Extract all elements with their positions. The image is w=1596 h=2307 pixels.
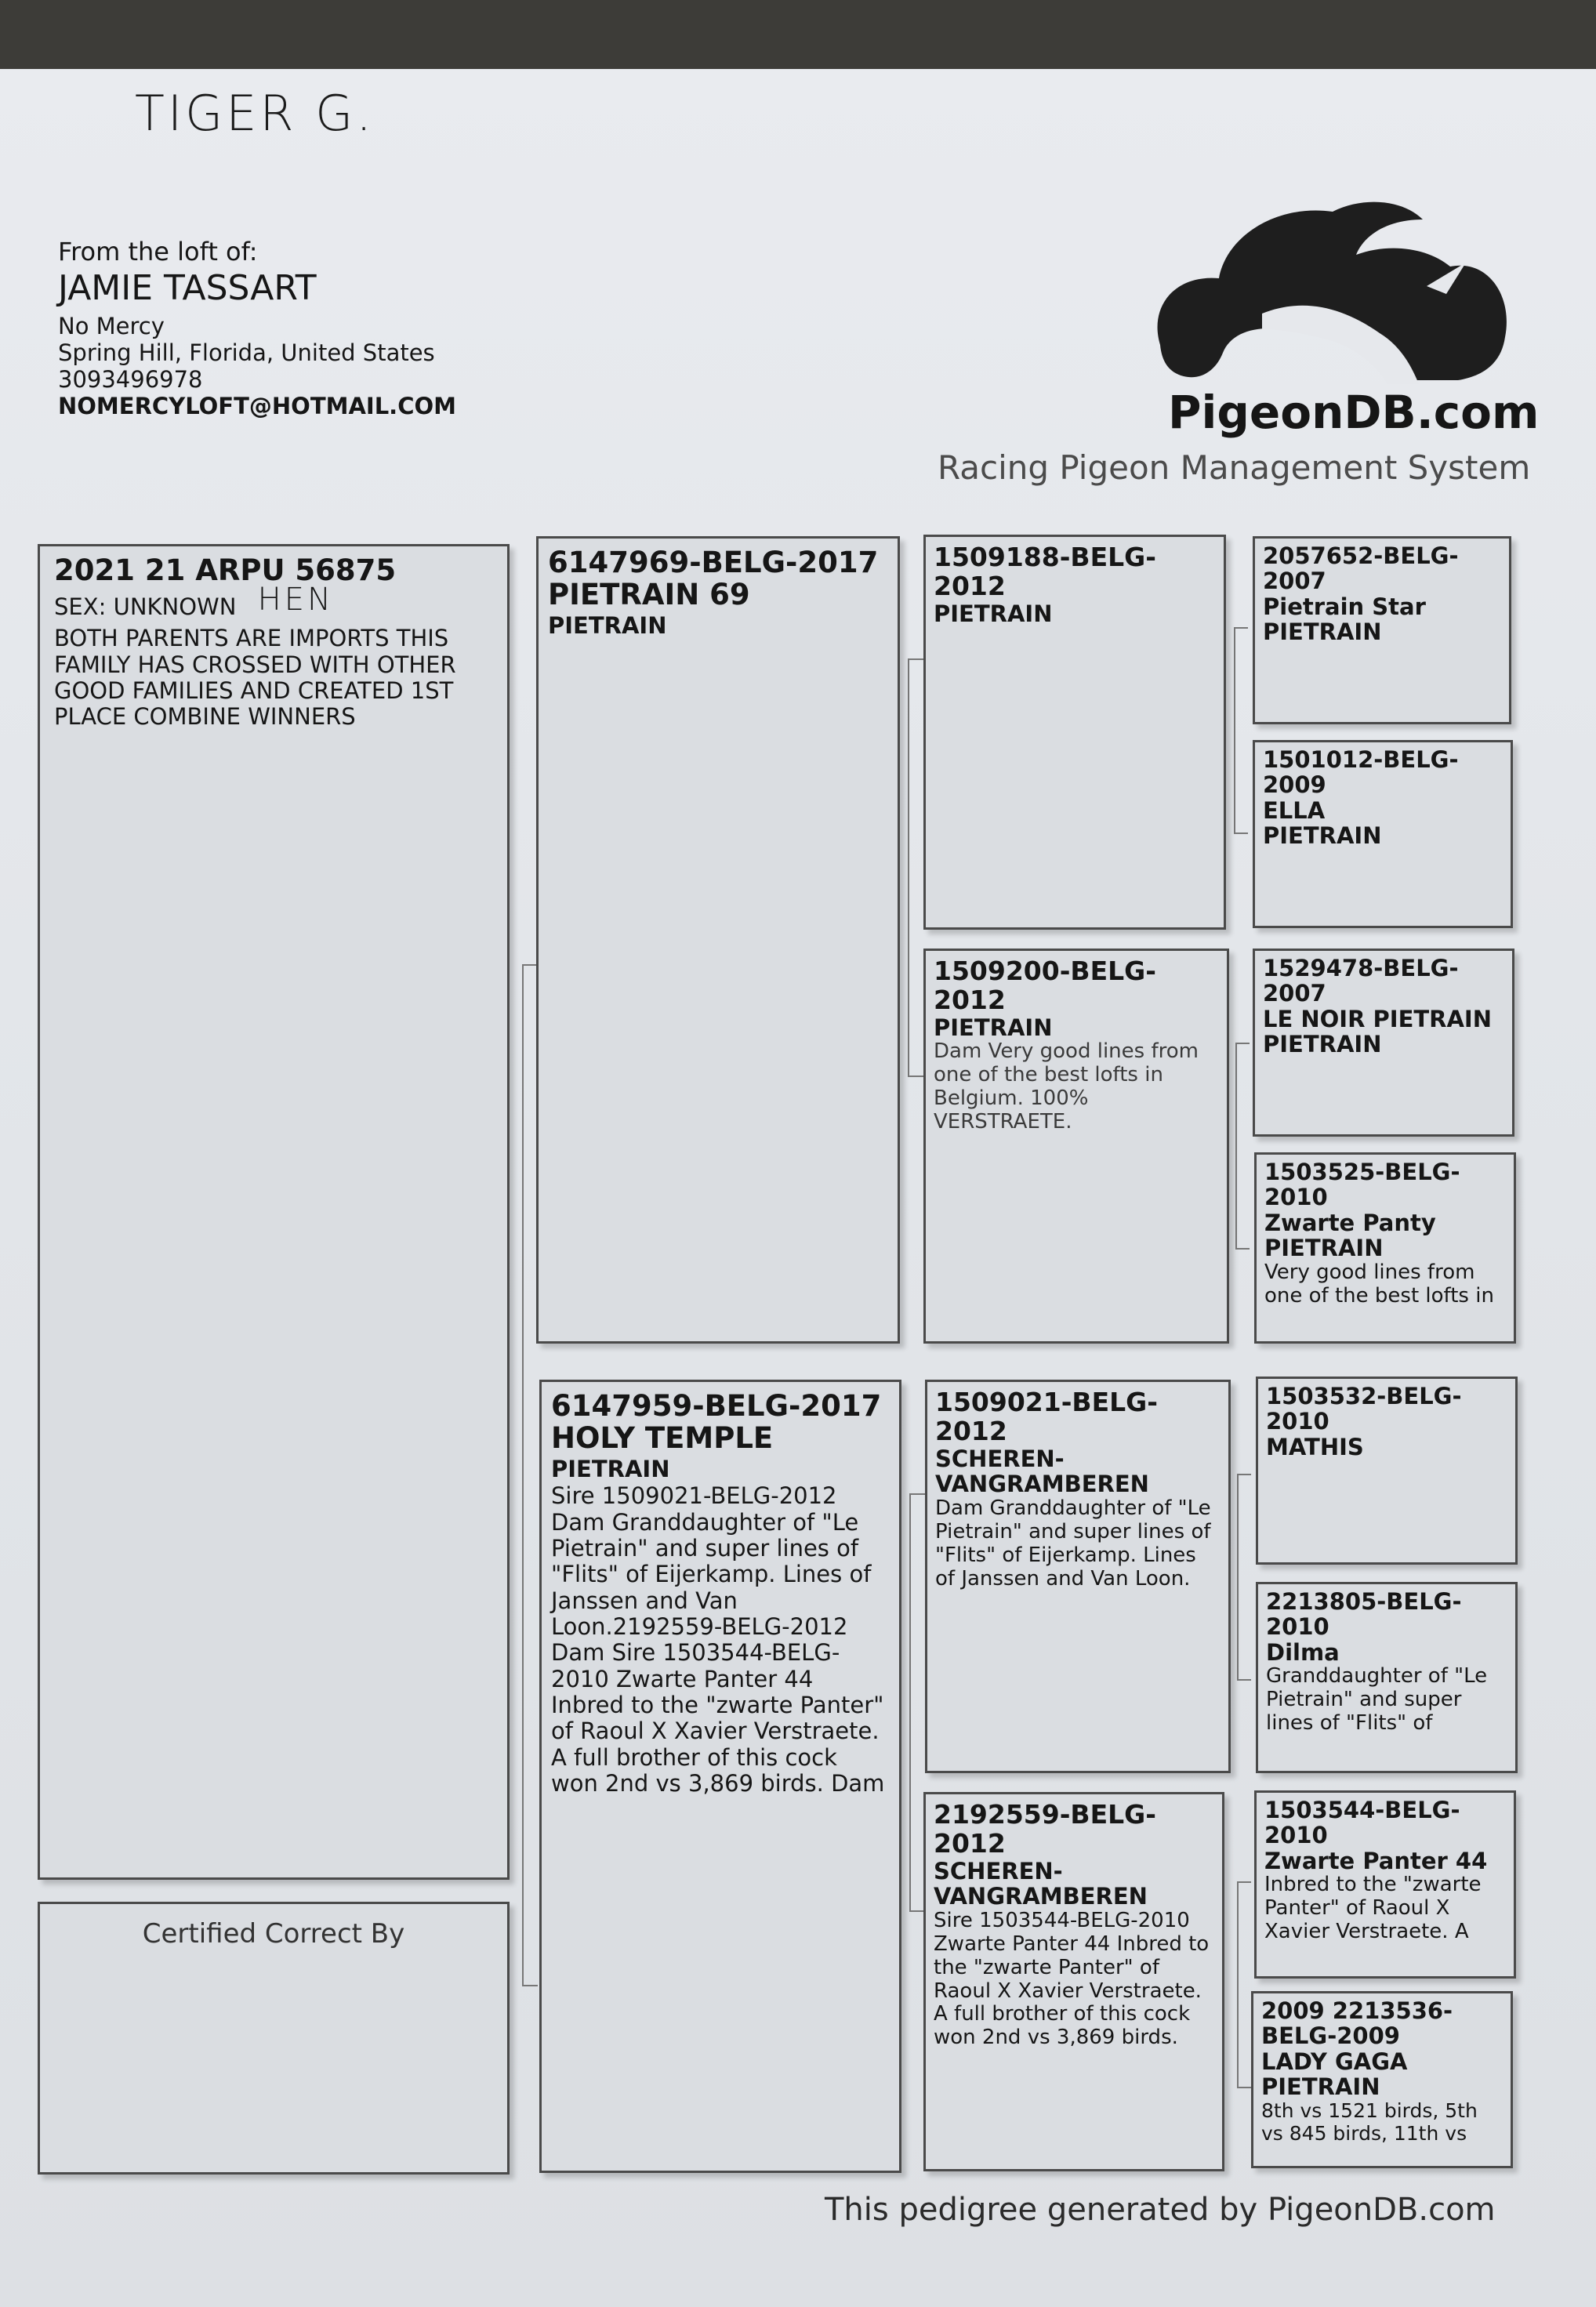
subject-notes: BOTH PARENTS ARE IMPORTS THIS FAMILY HAS CROSSED WITH OTHER GOOD FAMILIES AND CREATED 1ST PLACE COMBINE WINNERS — [54, 625, 456, 731]
ggp-name: LE NOIR PIETRAIN — [1263, 1005, 1492, 1032]
loft-phone: 3093496978 — [58, 366, 203, 393]
connector-dam — [909, 1493, 925, 1912]
ggp-name: LADY GAGA — [1261, 2048, 1408, 2075]
connector-sire — [908, 658, 923, 1077]
dam-strain: PIETRAIN — [551, 1455, 670, 1482]
brand-name: PigeonDB.com — [1168, 386, 1540, 439]
great-grandparent-card — [1253, 949, 1514, 1137]
ggp-ring: 2213805-BELG-2010 — [1266, 1588, 1462, 1641]
great-grandparent-card — [1254, 1152, 1516, 1344]
loft-location: Spring Hill, Florida, United States — [58, 339, 435, 366]
ggp-name: Zwarte Panter 44 — [1264, 1847, 1488, 1874]
grandparent-card — [923, 1792, 1224, 2171]
ggp-ring: 1503532-BELG-2010 — [1266, 1383, 1462, 1435]
gp-strain: PIETRAIN — [934, 600, 1053, 627]
connector-gp4 — [1237, 1881, 1251, 2088]
sire-name: PIETRAIN 69 — [548, 578, 750, 612]
great-grandparent-card — [1253, 536, 1511, 724]
certified-card — [38, 1902, 510, 2175]
loft-name: No Mercy — [58, 313, 165, 339]
ggp-notes: 8th vs 1521 birds, 5th vs 845 birds, 11th vs — [1261, 2098, 1478, 2145]
grandparent-card — [923, 949, 1229, 1344]
ggp-notes: Inbred to the "zwarte Panter" of Raoul X Xavier Verstraete. A — [1264, 1873, 1482, 1944]
certified-label: Certified Correct By — [142, 1918, 405, 1950]
dam-ring: 6147959-BELG-2017 — [551, 1389, 882, 1423]
footer-text: This pedigree generated by PigeonDB.com — [825, 2192, 1496, 2228]
grandparent-card — [923, 535, 1226, 930]
gp-name: SCHEREN-VANGRAMBEREN — [935, 1445, 1149, 1498]
ggp-name: ELLA — [1263, 796, 1326, 824]
grandparent-card — [925, 1380, 1231, 1773]
great-grandparent-card — [1254, 1790, 1516, 1979]
gp-ring: 1509200-BELG-2012 — [934, 956, 1156, 1015]
ggp-ring: 2057652-BELG-2007 — [1263, 542, 1459, 595]
connector-gp1 — [1234, 627, 1248, 834]
great-grandparent-card — [1251, 1991, 1513, 2168]
ggp-ring: 2009 2213536-BELG-2009 — [1261, 1997, 1453, 2050]
gp-name: SCHEREN-VANGRAMBEREN — [934, 1857, 1148, 1910]
great-grandparent-card — [1256, 1377, 1518, 1565]
ggp-ring: 1503544-BELG-2010 — [1264, 1797, 1460, 1849]
gp-ring: 2192559-BELG-2012 — [934, 1799, 1156, 1859]
loft-email: NOMERCYLOFT@HOTMAIL.COM — [58, 393, 456, 419]
ggp-ring: 1529478-BELG-2007 — [1263, 955, 1459, 1007]
dam-name: HOLY TEMPLE — [551, 1421, 774, 1456]
ggp-ring: 1501012-BELG-2009 — [1263, 746, 1459, 799]
gp-strain: PIETRAIN — [934, 1014, 1053, 1041]
ggp-ring: 1503525-BELG-2010 — [1264, 1159, 1460, 1211]
pigeondb-logo-icon — [1152, 188, 1513, 388]
ggp-notes: Granddaughter of "Le Pietrain" and super lines of "Flits" of — [1266, 1664, 1488, 1736]
ggp-strain: PIETRAIN — [1261, 2073, 1380, 2101]
gp-ring: 1509021-BELG-2012 — [935, 1387, 1158, 1446]
subject-card — [38, 544, 510, 1880]
loft-owner: JAMIE TASSART — [58, 268, 317, 308]
sire-strain: PIETRAIN — [548, 611, 667, 639]
ggp-notes: Very good lines from one of the best lofts in — [1264, 1260, 1494, 1308]
connector-subject — [522, 964, 538, 1986]
gp-notes: Dam Very good lines from one of the best lofts in Belgium. 100% VERSTRAETE. — [934, 1039, 1199, 1134]
ggp-strain: PIETRAIN — [1263, 822, 1382, 850]
great-grandparent-card — [1253, 740, 1513, 928]
loft-from-label: From the loft of: — [58, 237, 258, 267]
connector-gp3 — [1237, 1474, 1251, 1681]
gp-notes: Dam Granddaughter of "Le Pietrain" and super lines of "Flits" of Eijerkamp. Lines of Janssen and Van Loon. — [935, 1496, 1211, 1591]
connector-gp2 — [1235, 1043, 1250, 1250]
dam-notes: Sire 1509021-BELG-2012 Dam Granddaughter of "Le Pietrain" and super lines of "Flits" of Eijerkamp. Lines of Janssen and Van Loon.2192559-BELG-2012 Dam Sire 1503544-BELG-2010 Zwarte Panter 44 Inbred to the "zwarte Panter" of Raoul X Xavier Verstraete. A full brother of this cock won 2nd vs 3,869 birds. Dam — [551, 1482, 885, 1797]
subject-ring: 2021 21 ARPU 56875 — [54, 553, 397, 587]
gp-notes: Sire 1503544-BELG-2010 Zwarte Panter 44 Inbred to the "zwarte Panter" of Raoul X Xavier Verstraete. A full brother of this cock won 2nd vs 3,869 birds. — [934, 1908, 1210, 2050]
dam-card — [539, 1380, 901, 2173]
ggp-name: Zwarte Panty — [1264, 1209, 1436, 1236]
ggp-strain: PIETRAIN — [1263, 618, 1382, 646]
handwritten-note: TIGER G. — [135, 85, 375, 142]
loft-info — [58, 237, 544, 419]
sire-card — [536, 536, 900, 1344]
ggp-name: Dilma — [1266, 1638, 1340, 1666]
ggp-name: MATHIS — [1266, 1433, 1364, 1460]
great-grandparent-card — [1256, 1582, 1518, 1773]
ggp-strain: PIETRAIN — [1264, 1235, 1384, 1262]
subject-sex: SEX: UNKNOWN — [54, 593, 237, 621]
ggp-name: Pietrain Star — [1263, 593, 1426, 620]
handwritten-sex: HEN — [257, 582, 334, 618]
sire-ring: 6147969-BELG-2017 — [548, 546, 879, 579]
ggp-strain: PIETRAIN — [1263, 1031, 1382, 1058]
brand-tagline: Racing Pigeon Management System — [938, 448, 1531, 487]
gp-ring: 1509188-BELG-2012 — [934, 542, 1156, 601]
